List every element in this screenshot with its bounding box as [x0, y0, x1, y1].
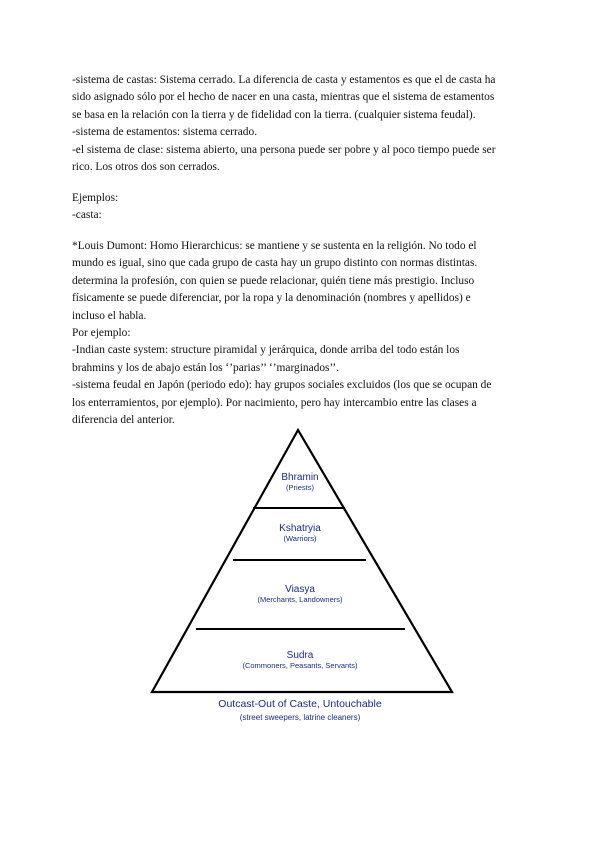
pyramid-level-kshatryia	[140, 523, 460, 543]
text-line: mundo es igual, sino que cada grupo de casta hay un grupo distinto con normas distintas.	[72, 257, 478, 270]
text-line: -casta:	[72, 209, 102, 222]
text-line: sido asignado sólo por el hecho de nacer en una casta, mientras que el sistema de estamentos	[72, 91, 495, 104]
paragraph-dumont	[72, 238, 528, 429]
text-line: -Indian caste system: structure piramidal y jerárquica, donde arriba del todo están los	[72, 344, 460, 357]
level-name: Kshatryia	[279, 523, 321, 534]
text-line: brahmins y los de abajo están los ‘’parias’’ ‘’marginados’’.	[72, 361, 340, 374]
paragraph-ejemplos	[72, 190, 528, 225]
text-line: Ejemplos:	[72, 192, 119, 204]
outcast-desc: (street sweepers, latrine cleaners)	[239, 713, 361, 722]
text-line: se basa en la relación con la tierra y de fidelidad con la tierra. (cualquier sistema feudal).	[72, 108, 476, 121]
text-line: rico. Los otros dos son cerrados.	[72, 161, 220, 174]
outcast-label: Outcast-Out of Caste, Untouchable	[218, 698, 382, 710]
level-name: Bhramin	[281, 472, 319, 483]
text-line: diferencia del anterior.	[72, 414, 175, 427]
pyramid-shape	[140, 420, 460, 730]
level-desc: (Commoners, Peasants, Servants)	[242, 661, 358, 670]
pyramid-level-viasya	[140, 584, 460, 604]
pyramid-level-bhramin	[140, 472, 460, 492]
text-line: incluso el habla.	[72, 309, 147, 322]
caste-pyramid-diagram	[140, 420, 460, 730]
text-line: -sistema de castas: Sistema cerrado. La diferencia de casta y estamentos es que el de casta ha	[72, 74, 496, 86]
text-line: -el sistema de clase: sistema abierto, una persona puede ser pobre y al poco tiempo puede ser	[72, 143, 496, 156]
level-desc: (Warriors)	[283, 534, 317, 543]
text-line: físicamente se puede diferenciar, por la ropa y la denominación (nombres y apellidos) e	[72, 292, 471, 305]
level-name: Sudra	[286, 650, 314, 661]
text-line: los enterramientos, por ejemplo). Por nacimiento, pero hay intercambio entre las clases a	[72, 396, 477, 409]
paragraph-sistemas	[72, 72, 528, 176]
text-line: Por ejemplo:	[72, 327, 131, 340]
level-desc: (Merchants, Landowners)	[257, 595, 343, 604]
pyramid-level-sudra	[140, 650, 460, 670]
text-line: -sistema de estamentos: sistema cerrado.	[72, 126, 258, 139]
text-line: -sistema feudal en Japón (periodo edo): hay grupos sociales excluidos (los que se ocupan de	[72, 379, 492, 392]
level-desc: (Priests)	[286, 483, 314, 492]
text-line: determina la profesión, con quien se puede relacionar, quién tiene más prestigio. Incluso	[72, 274, 475, 287]
text-line: *Louis Dumont: Homo Hierarchicus: se mantiene y se sustenta en la religión. No todo el	[72, 240, 477, 252]
level-name: Viasya	[285, 584, 315, 595]
